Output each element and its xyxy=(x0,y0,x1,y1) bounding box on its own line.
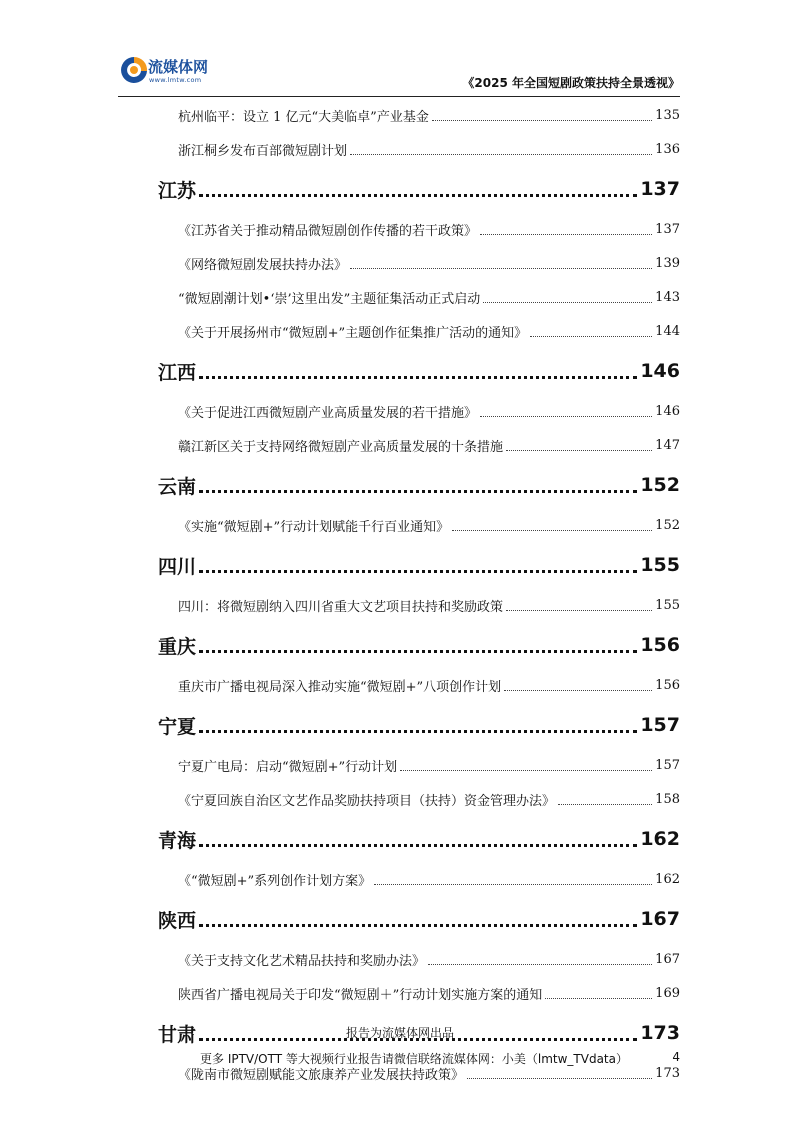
toc-entry-title: 四川 xyxy=(158,555,197,578)
toc-leader-dots xyxy=(400,770,652,771)
toc-entry-page: 162 xyxy=(655,871,680,887)
toc-section-entry[interactable] xyxy=(158,166,680,212)
toc-entry-title: 浙江桐乡发布百部微短剧计划 xyxy=(178,143,348,159)
toc-entry-page: 173 xyxy=(655,1065,680,1081)
toc-entry-title: 《宁夏回族自治区文艺作品奖励扶持项目（扶持）资金管理办法》 xyxy=(178,793,556,809)
toc-entry-title: 《关于促进江西微短剧产业高质量发展的若干措施》 xyxy=(178,405,478,421)
toc-leader-dots xyxy=(530,336,652,337)
toc-entry[interactable] xyxy=(158,212,680,246)
toc-leader-dots xyxy=(480,234,652,235)
toc-leader-dots xyxy=(558,804,652,805)
toc-leader-dots xyxy=(432,120,652,121)
toc-entry-page: 137 xyxy=(640,178,680,200)
toc-leader-dots xyxy=(506,450,652,451)
page-number: 4 xyxy=(672,1050,680,1064)
toc-entry[interactable] xyxy=(158,246,680,280)
toc-entry-title: 重庆市广播电视局深入推动实施“微短剧+”八项创作计划 xyxy=(178,679,502,695)
toc-leader-dots xyxy=(199,650,637,653)
toc-entry[interactable] xyxy=(158,394,680,428)
page-header xyxy=(118,52,680,100)
toc-entry-title: 《关于支持文化艺术精品扶持和奖励办法》 xyxy=(178,953,426,969)
toc-entry-page: 139 xyxy=(655,255,680,271)
toc-entry-title: 《江苏省关于推动精品微短剧创作传播的若干政策》 xyxy=(178,223,478,239)
toc-entry-page: 144 xyxy=(655,323,680,339)
toc-section-entry[interactable] xyxy=(158,622,680,668)
toc-section-entry[interactable] xyxy=(158,542,680,588)
toc-entry[interactable] xyxy=(158,428,680,462)
toc-leader-dots xyxy=(506,610,652,611)
toc-entry-title: 重庆 xyxy=(158,635,197,658)
toc-entry-title: 青海 xyxy=(158,829,197,852)
toc-entry-page: 158 xyxy=(655,791,680,807)
toc-entry[interactable] xyxy=(158,668,680,702)
toc-leader-dots xyxy=(199,924,637,927)
toc-entry-page: 143 xyxy=(655,289,680,305)
toc-entry-page: 146 xyxy=(640,360,680,382)
toc-entry-title: 陕西 xyxy=(158,909,197,932)
toc-entry-page: 169 xyxy=(655,985,680,1001)
toc-entry[interactable] xyxy=(158,132,680,166)
document-title: 《2025 年全国短剧政策扶持全景透视》 xyxy=(462,76,680,90)
toc-leader-dots xyxy=(483,302,652,303)
logo-url: www.lmtw.com xyxy=(149,76,202,84)
toc-entry-page: 135 xyxy=(655,107,680,123)
toc-leader-dots xyxy=(480,416,652,417)
toc-entry-page: 162 xyxy=(640,828,680,850)
toc-entry-title: 赣江新区关于支持网络微短剧产业高质量发展的十条措施 xyxy=(178,439,504,455)
toc-entry-title: 宁夏广电局：启动“微短剧+”行动计划 xyxy=(178,759,398,775)
toc-entry-page: 155 xyxy=(655,597,680,613)
toc-leader-dots xyxy=(467,1078,652,1079)
toc-entry[interactable] xyxy=(158,280,680,314)
toc-entry-page: 152 xyxy=(655,517,680,533)
toc-section-entry[interactable] xyxy=(158,896,680,942)
toc-entry-title: 宁夏 xyxy=(158,715,197,738)
toc-entry-page: 157 xyxy=(655,757,680,773)
table-of-contents xyxy=(158,98,680,1090)
toc-entry[interactable] xyxy=(158,942,680,976)
toc-leader-dots xyxy=(428,964,652,965)
toc-entry[interactable] xyxy=(158,748,680,782)
toc-entry-title: 陕西省广播电视局关于印发“微短剧＋”行动计划实施方案的通知 xyxy=(178,987,543,1003)
toc-section-entry[interactable] xyxy=(158,462,680,508)
toc-leader-dots xyxy=(199,730,637,733)
toc-entry-title: “微短剧潮计划•‘崇’这里出发”主题征集活动正式启动 xyxy=(178,291,481,307)
toc-entry-title: 云南 xyxy=(158,475,197,498)
toc-section-entry[interactable] xyxy=(158,702,680,748)
toc-leader-dots xyxy=(350,268,652,269)
toc-entry-page: 156 xyxy=(655,677,680,693)
toc-leader-dots xyxy=(504,690,652,691)
logo-mark-icon xyxy=(118,54,150,86)
toc-entry-title: 《关于开展扬州市“微短剧+”主题创作征集推广活动的通知》 xyxy=(178,325,528,341)
toc-leader-dots xyxy=(199,490,637,493)
toc-entry-title: 《“微短剧+”系列创作计划方案》 xyxy=(178,873,372,889)
toc-leader-dots xyxy=(199,376,637,379)
logo-name: 流媒体网 xyxy=(148,58,209,76)
toc-entry-page: 167 xyxy=(655,951,680,967)
lmtw-logo xyxy=(118,54,268,88)
toc-section-entry[interactable] xyxy=(158,816,680,862)
toc-section-entry[interactable] xyxy=(158,348,680,394)
toc-entry-page: 146 xyxy=(655,403,680,419)
toc-entry-title: 四川：将微短剧纳入四川省重大文艺项目扶持和奖励政策 xyxy=(178,599,504,615)
toc-entry-title: 《实施“微短剧+”行动计划赋能千行百业通知》 xyxy=(178,519,450,535)
toc-entry-page: 137 xyxy=(655,221,680,237)
toc-entry-page: 136 xyxy=(655,141,680,157)
toc-leader-dots xyxy=(350,154,652,155)
toc-entry-page: 156 xyxy=(640,634,680,656)
toc-entry[interactable] xyxy=(158,976,680,1010)
toc-leader-dots xyxy=(545,998,652,999)
header-divider xyxy=(118,96,680,97)
toc-entry-page: 157 xyxy=(640,714,680,736)
footer-contact-note: 更多 IPTV/OTT 等大视频行业报告请微信联络流媒体网：小美（lmtw_TVdata） xyxy=(200,1052,628,1066)
toc-entry-title: 江苏 xyxy=(158,179,197,202)
toc-entry[interactable] xyxy=(158,782,680,816)
toc-entry-page: 173 xyxy=(640,1022,680,1044)
toc-leader-dots xyxy=(452,530,652,531)
toc-leader-dots xyxy=(199,194,637,197)
toc-entry[interactable] xyxy=(158,588,680,622)
toc-entry-title: 杭州临平：设立 1 亿元“大美临卓”产业基金 xyxy=(178,109,429,125)
toc-entry[interactable] xyxy=(158,314,680,348)
toc-entry[interactable] xyxy=(158,508,680,542)
footer-producer-note: 报告为流媒体网出品 xyxy=(345,1026,454,1040)
toc-entry[interactable] xyxy=(158,98,680,132)
toc-entry-title: 《网络微短剧发展扶持办法》 xyxy=(178,257,348,273)
toc-entry-page: 167 xyxy=(640,908,680,930)
toc-leader-dots xyxy=(374,884,652,885)
toc-entry[interactable] xyxy=(158,862,680,896)
toc-entry-page: 147 xyxy=(655,437,680,453)
toc-entry-page: 152 xyxy=(640,474,680,496)
toc-entry-title: 《陇南市微短剧赋能文旅康养产业发展扶持政策》 xyxy=(178,1067,465,1083)
toc-entry-title: 甘肃 xyxy=(158,1023,197,1046)
toc-leader-dots xyxy=(199,570,637,573)
toc-leader-dots xyxy=(199,844,637,847)
toc-entry-page: 155 xyxy=(640,554,680,576)
toc-entry-title: 江西 xyxy=(158,361,197,384)
